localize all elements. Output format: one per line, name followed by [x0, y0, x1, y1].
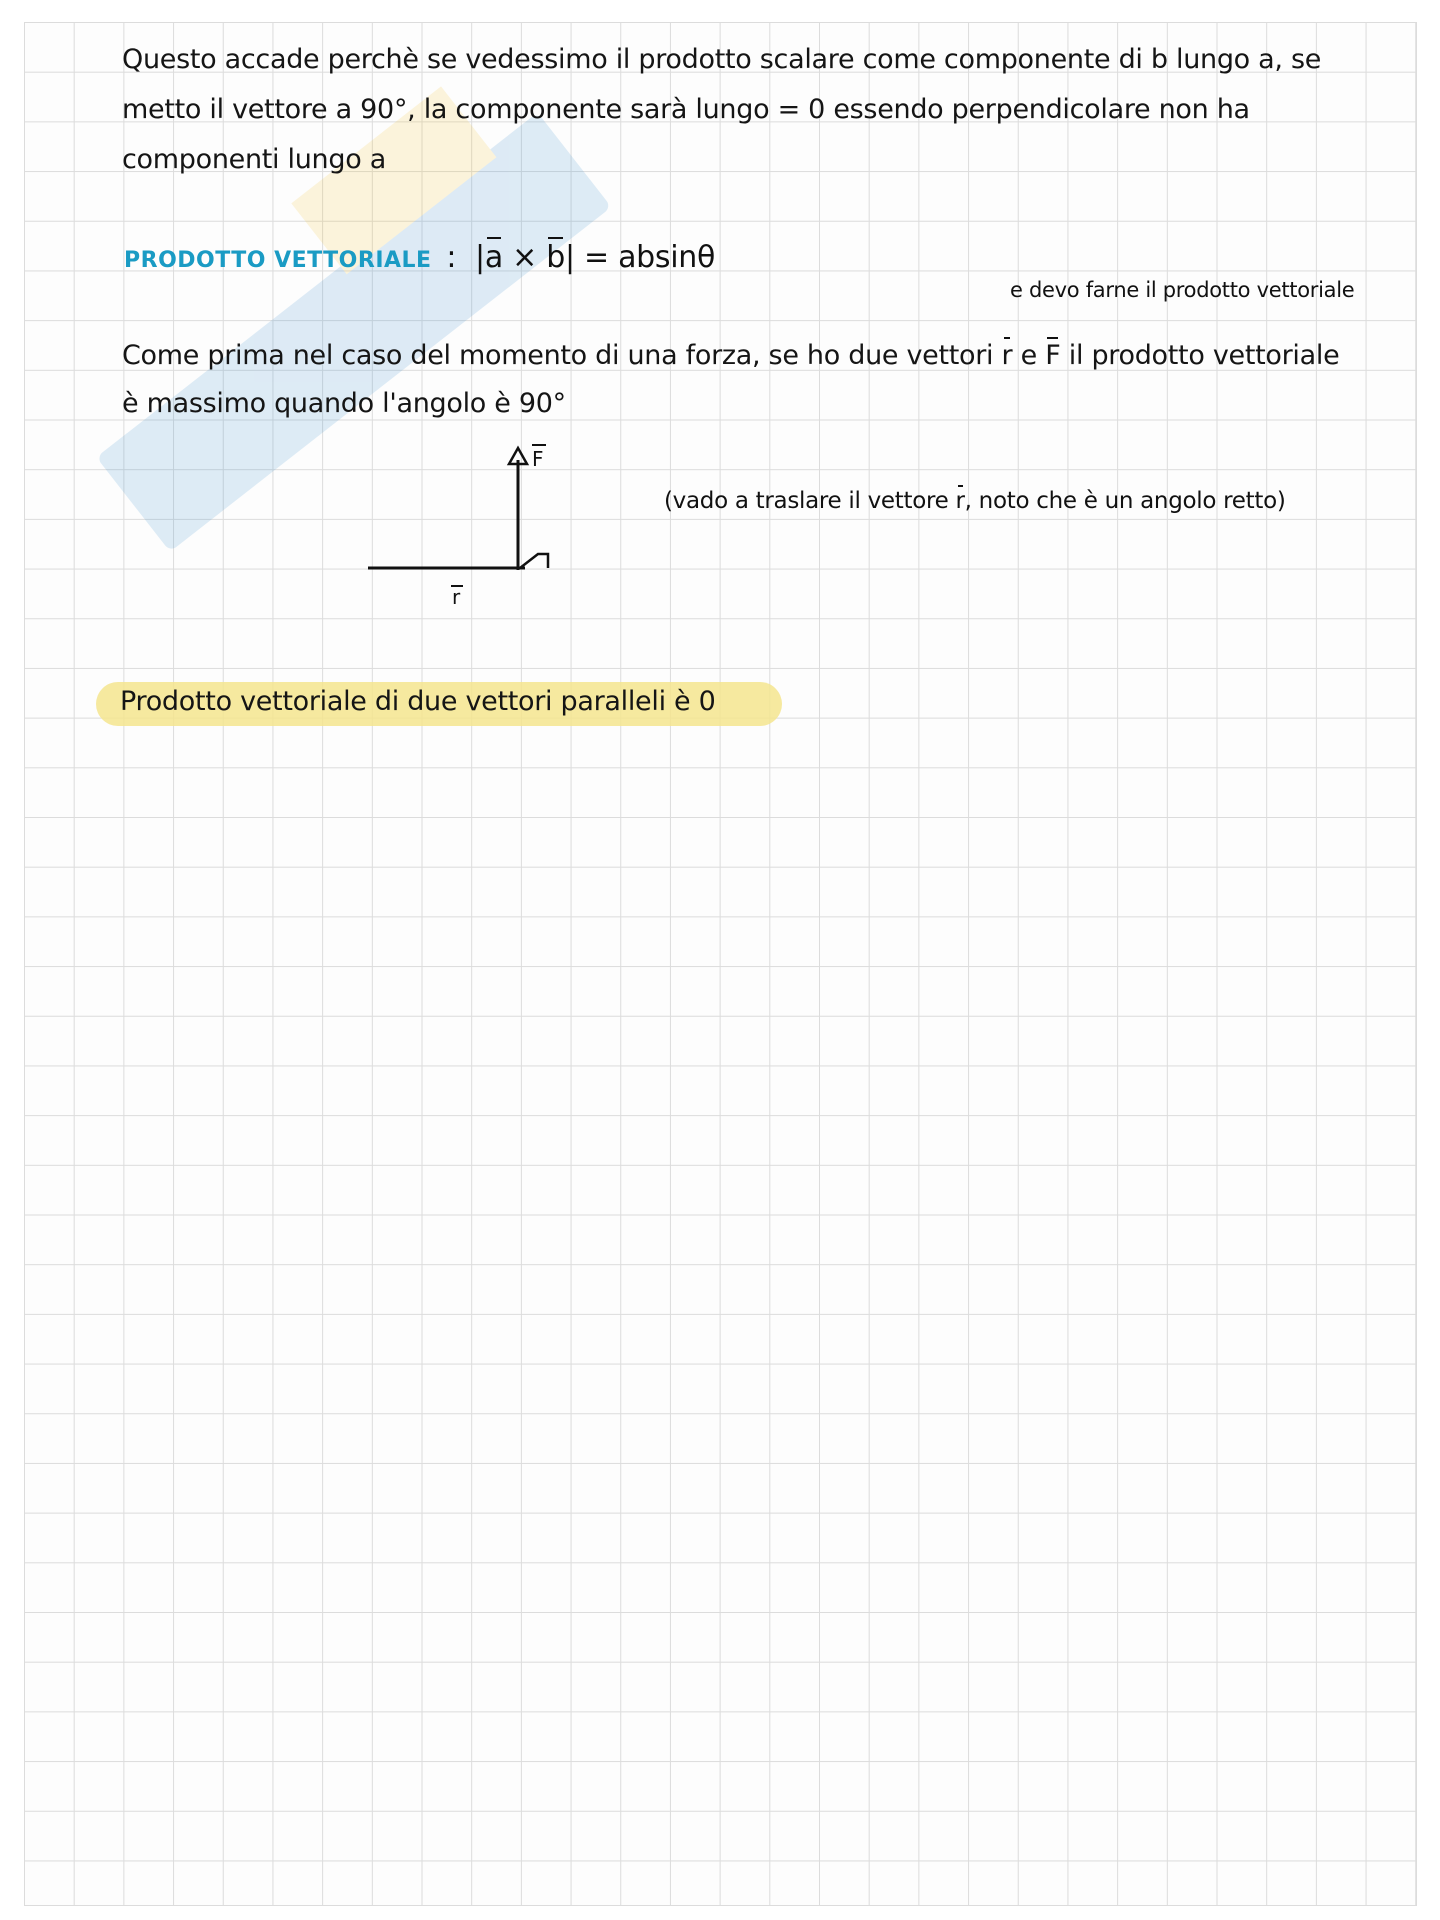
paragraph-line-2: metto il vettore a 90°, la componente sarà lungo = 0 essendo perpendicolare non ha: [122, 94, 1250, 125]
line4-vector-f: F: [1045, 340, 1061, 371]
formula-vector-b: b: [546, 240, 565, 275]
paragraph-line-1: Questo accade perchè se vedessimo il prodotto scalare come componente di b lungo a, se: [122, 44, 1322, 75]
paragraph-line-3: componenti lungo a: [122, 144, 386, 175]
vector-product-heading-row: [124, 240, 715, 275]
formula-result: | = absinθ: [564, 240, 716, 275]
diagram-note-vector-r: r: [955, 488, 965, 514]
perpendicular-vectors-diagram: [360, 440, 570, 620]
diagram-label-r: r: [452, 585, 461, 609]
diagram-label-f: F: [532, 447, 544, 471]
formula-bar-open: |: [475, 240, 485, 275]
diagram-note-prefix: (vado a traslare il vettore: [664, 488, 956, 514]
line4-suffix: il prodotto vettoriale: [1060, 340, 1340, 371]
highlighted-statement: Prodotto vettoriale di due vettori paralleli è 0: [120, 686, 716, 717]
formula-times: ×: [502, 240, 547, 275]
right-angle-marker: [520, 554, 548, 568]
grid-paper-background: [24, 22, 1417, 1906]
formula-vector-a: a: [484, 240, 503, 275]
line4-prefix: Come prima nel caso del momento di una forza, se ho due vettori: [122, 340, 1002, 371]
line4-vector-r: r: [1001, 340, 1013, 371]
line4-and: e: [1012, 340, 1046, 371]
paragraph-line-4: [122, 340, 1339, 371]
paragraph-line-5: è massimo quando l'angolo è 90°: [122, 388, 566, 419]
diagram-note: [664, 488, 1286, 514]
diagram-note-suffix: , noto che è un angolo retto): [964, 488, 1286, 514]
section-heading: PRODOTTO VETTORIALE: [124, 248, 432, 273]
side-note: e devo farne il prodotto vettoriale: [1010, 278, 1355, 302]
heading-colon: :: [446, 240, 457, 275]
